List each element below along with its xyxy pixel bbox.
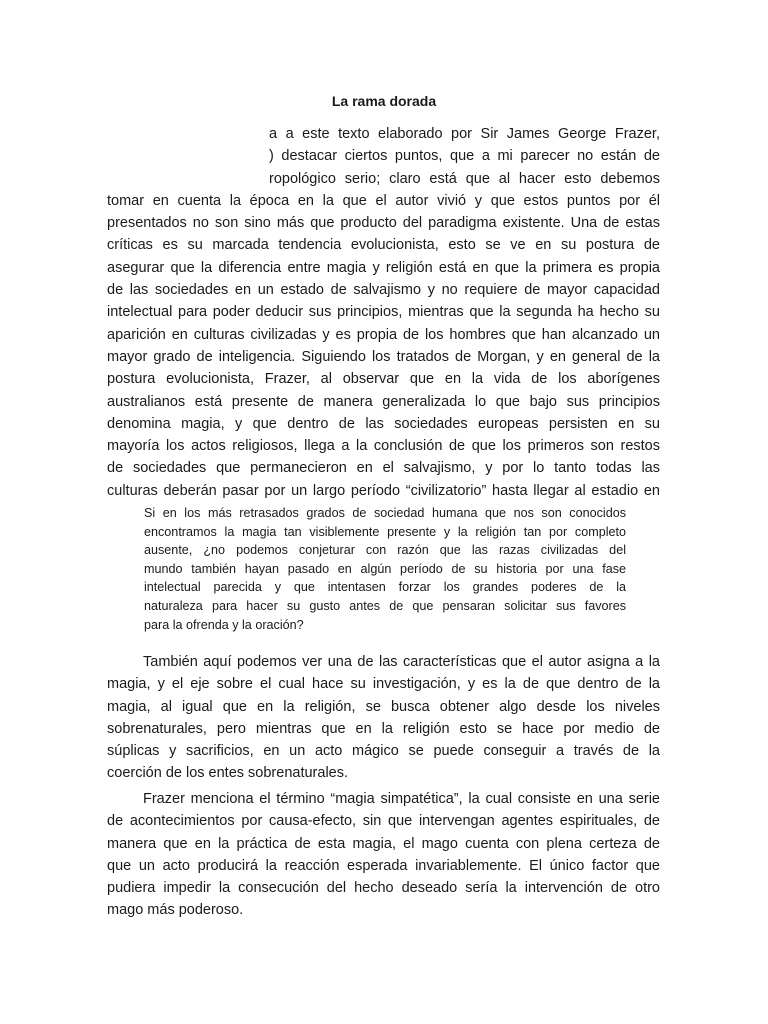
text-line: ropológico serio; claro está que al hacer esto debemos — [269, 170, 660, 187]
text-line: que un acto producirá la reacción esperada invariablemente. El único factor que — [107, 857, 660, 874]
text-line: mayor grado de inteligencia. Siguiendo los tratados de Morgan, y en general de la — [107, 348, 660, 365]
text-line: pudiera impedir la consecución del hecho deseado sería la intervención de otro — [107, 880, 660, 897]
text-line: magia, al igual que en la religión, se busca obtener algo desde los niveles — [107, 698, 660, 715]
text-line: intelectual parecida y que intentasen forzar los grandes poderes de la — [144, 580, 626, 595]
text-line: presentados no son sino más que producto del paradigma existente. Una de estas — [107, 215, 660, 232]
text-line: a a este texto elaborado por Sir James George Frazer, — [269, 126, 660, 142]
text-line: críticas es su marcada tendencia evolucionista, esto se ve en su postura de — [107, 237, 660, 254]
text-line: ausente, ¿no podemos conjeturar con razón que las razas civilizadas del — [144, 543, 626, 558]
text-line: de sociedades que permanecieron en el salvajismo, y por lo tanto todas las — [107, 460, 660, 477]
text-line: mundo también hayan pasado en algún período de su historia por una fase — [144, 561, 626, 576]
text-line: mayoría los actos religiosos, llega a la conclusión de que los primeros son restos — [107, 438, 660, 455]
text-line: de las sociedades en un estado de salvajismo y no requiere de mayor capacidad — [107, 282, 660, 299]
paragraph-3 — [107, 788, 660, 922]
text-line: manera que en la práctica de esta magia, el mago cuenta con plena certeza de — [107, 835, 660, 852]
text-line: Si en los más retrasados grados de sociedad humana que nos son conocidos — [144, 506, 626, 520]
text-line: magia, y el eje sobre el cual hace su investigación, y es la de que dentro de la — [107, 676, 660, 693]
text-line: ) destacar ciertos puntos, que a mi parecer no están de — [269, 148, 660, 165]
text-line: asegurar que la diferencia entre magia y religión está en que la primera es propia — [107, 259, 660, 276]
block-quote — [144, 504, 626, 634]
text-line: culturas deberán pasar por un largo período “civilizatorio” hasta llegar al estadio en — [107, 482, 660, 499]
text-line: postura evolucionista, Frazer, al observar que en la vida de los aborígenes — [107, 371, 660, 388]
text-line: para la ofrenda y la oración? — [144, 617, 304, 632]
text-line: de acontecimientos por causa-efecto, sin que intervengan agentes espirituales, de — [107, 813, 660, 830]
text-line: coerción de los entes sobrenaturales. — [107, 765, 349, 782]
paragraph-1 — [107, 123, 660, 503]
text-line: súplicas y sacrificios, en un acto mágico se puede conseguir a través de la — [107, 743, 660, 760]
text-line: denomina magia, y que dentro de las sociedades europeas persisten en su — [107, 415, 660, 432]
text-line: australianos está presente de manera generalizada lo que bajo sus principios — [107, 393, 660, 410]
text-line: También aquí podemos ver una de las características que el autor asigna a la — [143, 654, 660, 670]
text-line: tomar en cuenta la época en la que el autor vivió y que estos puntos por él — [107, 192, 660, 209]
text-line: naturaleza para hacer su gusto antes de que pensaran solicitar sus favores — [144, 598, 626, 613]
text-line: Frazer menciona el término “magia simpatética”, la cual consiste en una serie — [143, 791, 660, 807]
text-line: encontramos la magia tan visiblemente presente y la religión tan por completo — [144, 524, 626, 539]
text-line: sobrenaturales, pero mientras que en la religión esto se hace por medio de — [107, 720, 660, 737]
text-line — [107, 502, 660, 503]
text-line: aparición en culturas civilizadas y es propia de los hombres que han alcanzado un — [107, 326, 660, 343]
document-title: La rama dorada — [331, 93, 437, 109]
text-line: mago más poderoso. — [107, 902, 244, 919]
paragraph-2 — [107, 651, 660, 785]
text-line: intelectual para poder deducir sus principios, mientras que la segunda ha hecho su — [107, 304, 660, 321]
